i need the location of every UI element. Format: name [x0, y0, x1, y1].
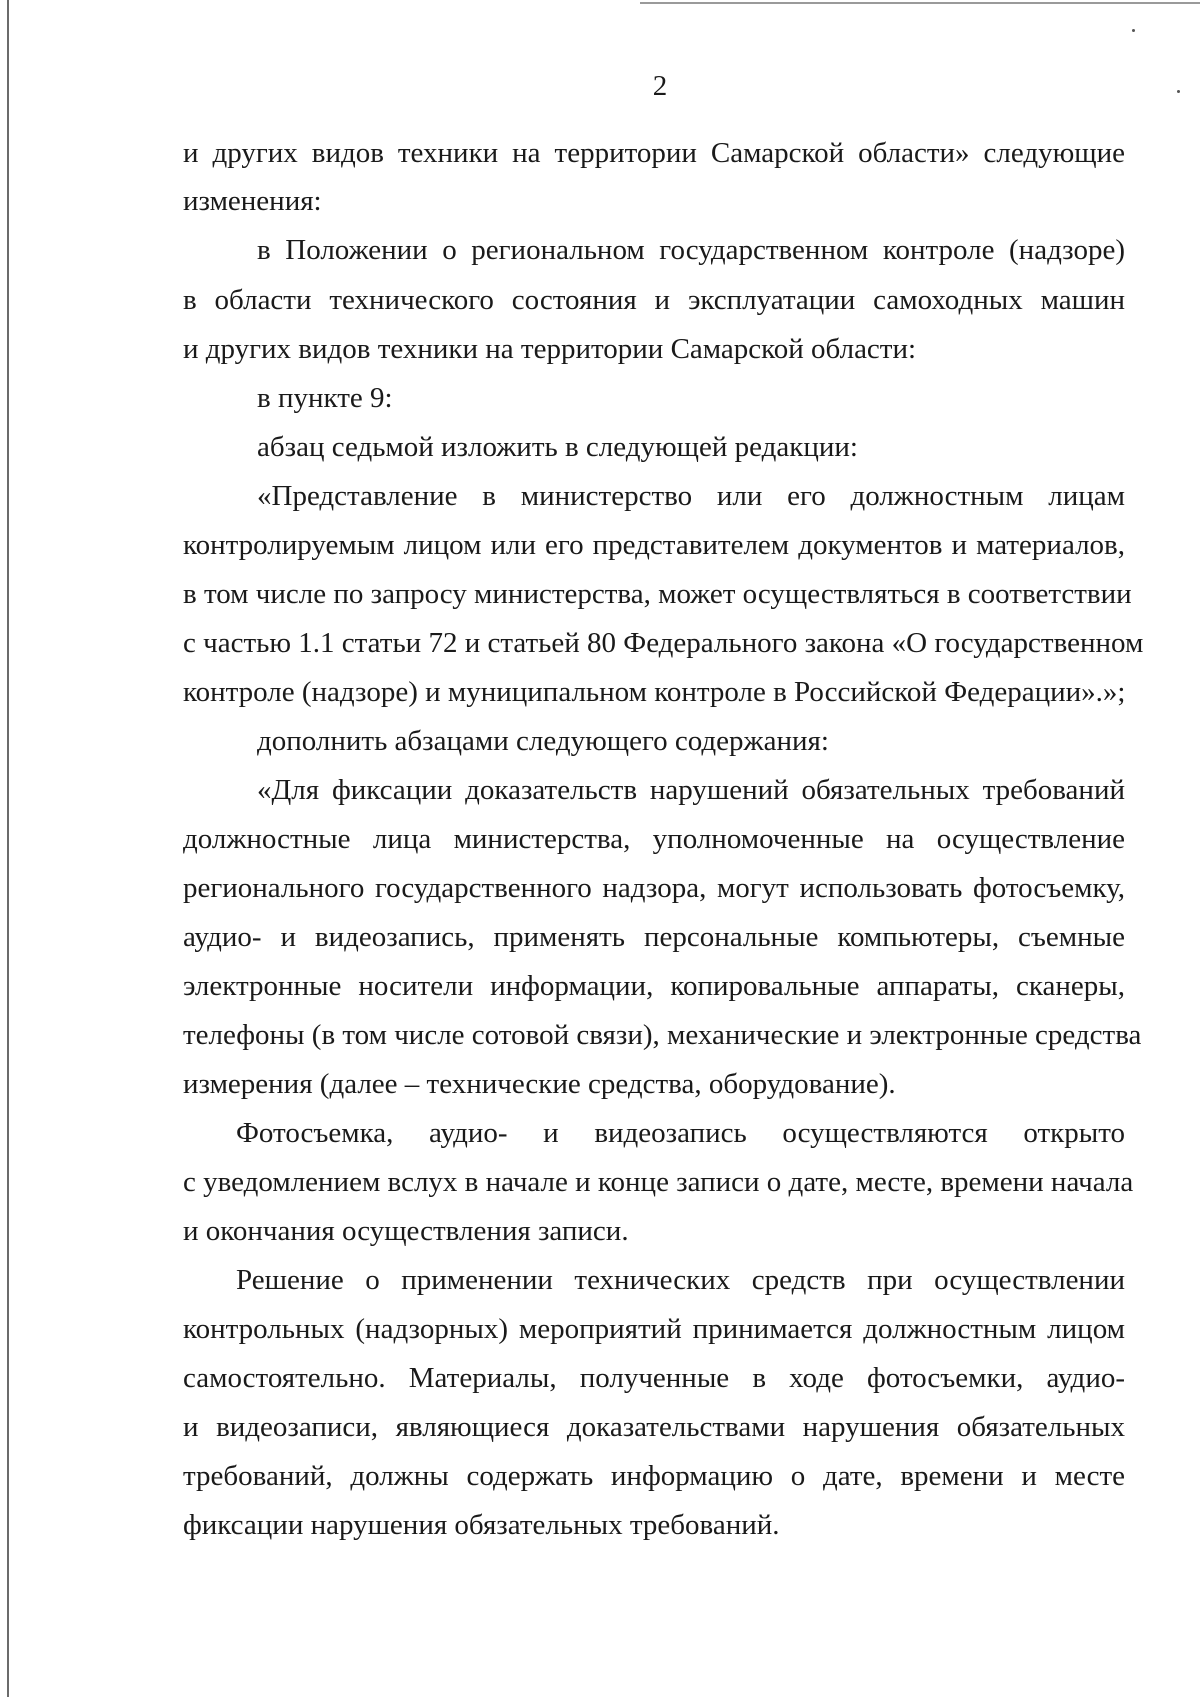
text-line: и окончания осуществления записи. [183, 1215, 629, 1247]
text-line: и других видов техники на территории Самарской области: [183, 333, 917, 365]
text-line: в Положении о региональном государственном контроле (надзоре) [257, 234, 1125, 266]
text-line: с частью 1.1 статьи 72 и статьей 80 Федерального закона «О государственном [183, 627, 1144, 659]
text-line: контроле (надзоре) и муниципальном контроле в Российской Федерации».»; [183, 676, 1126, 708]
text-line: должностные лица министерства, уполномоченные на осуществление [183, 823, 1125, 855]
text-line: фиксации нарушения обязательных требований. [183, 1509, 780, 1541]
text-line: контролируемым лицом или его представителем документов и материалов, [183, 529, 1125, 561]
text-line: регионального государственного надзора, могут использовать фотосъемку, [183, 872, 1125, 904]
text-line: «Для фиксации доказательств нарушений обязательных требований [257, 774, 1125, 806]
scan-top-edge [640, 2, 1200, 4]
text-line: самостоятельно. Материалы, полученные в ходе фотосъемки, аудио- [183, 1362, 1125, 1394]
text-line: контрольных (надзорных) мероприятий принимается должностным лицом [183, 1313, 1125, 1345]
text-line: измерения (далее – технические средства, оборудование). [183, 1068, 896, 1100]
text-line: с уведомлением вслух в начале и конце записи о дате, месте, времени начала [183, 1166, 1134, 1198]
scan-speck [1177, 90, 1180, 93]
text-line: электронные носители информации, копировальные аппараты, сканеры, [183, 970, 1125, 1002]
text-line: телефоны (в том числе сотовой связи), механические и электронные средства [183, 1019, 1142, 1051]
text-line: и других видов техники на территории Самарской области» следующие [183, 137, 1125, 169]
text-line: Фотосъемка, аудио- и видеозапись осуществляются открыто [236, 1117, 1125, 1149]
text-line: в пункте 9: [257, 382, 393, 414]
text-line: дополнить абзацами следующего содержания: [257, 725, 829, 757]
text-line: изменения: [183, 185, 322, 217]
text-line: требований, должны содержать информацию о дате, времени и месте [183, 1460, 1125, 1492]
scan-left-edge [7, 0, 9, 1697]
scan-speck [1132, 29, 1135, 32]
text-line: и видеозаписи, являющиеся доказательствами нарушения обязательных [183, 1411, 1125, 1443]
text-line: аудио- и видеозапись, применять персональные компьютеры, съемные [183, 921, 1125, 953]
text-line: абзац седьмой изложить в следующей редакции: [257, 431, 858, 463]
page-number: 2 [652, 70, 668, 102]
text-line: Решение о применении технических средств при осуществлении [236, 1264, 1125, 1296]
text-line: в области технического состояния и эксплуатации самоходных машин [183, 284, 1125, 316]
text-line: «Представление в министерство или его должностным лицам [257, 480, 1125, 512]
text-line: в том числе по запросу министерства, может осуществляться в соответствии [183, 578, 1132, 610]
